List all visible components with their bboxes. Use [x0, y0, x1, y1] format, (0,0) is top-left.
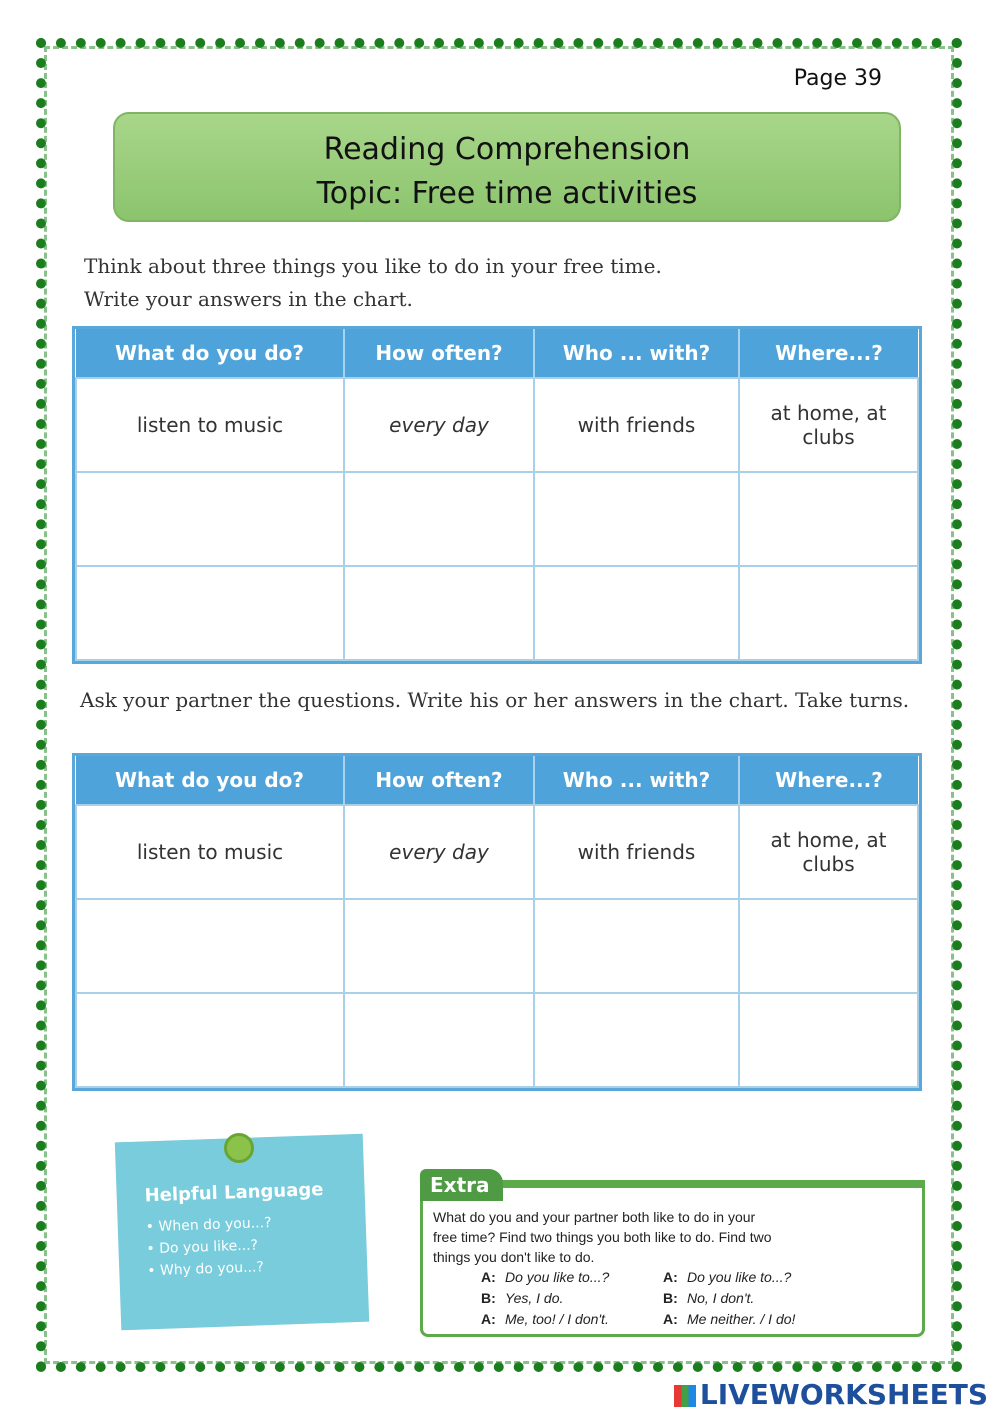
dialog-speaker: B:: [481, 1290, 496, 1306]
helpful-language-title: Helpful Language: [144, 1179, 324, 1207]
chart-example-row: [76, 378, 918, 472]
chart-header-cell: How often?: [344, 329, 534, 378]
instruction-second: Ask your partner the questions. Write his or her answers in the chart. Take turns.: [80, 688, 910, 712]
answer-cell[interactable]: [76, 899, 344, 993]
dialog-text: Do you like to...?: [687, 1269, 792, 1285]
helpful-language-item: • Why do you...?: [147, 1253, 368, 1283]
dialog-line: [663, 1288, 795, 1309]
answer-cell[interactable]: [534, 899, 739, 993]
answer-cell[interactable]: [344, 472, 534, 566]
page-number: Page 39: [793, 66, 882, 91]
dialog-speaker: A:: [481, 1269, 496, 1285]
liveworksheets-logo-icon: [674, 1385, 696, 1407]
title-line-1: Reading Comprehension: [323, 132, 691, 167]
chart-cell: with friends: [534, 805, 739, 899]
dialog-line: [481, 1267, 609, 1288]
helpful-language-item: • Do you like...?: [146, 1231, 367, 1261]
chart-answer-row: [76, 993, 918, 1087]
pushpin-icon: [224, 1133, 254, 1163]
answer-cell[interactable]: [344, 566, 534, 660]
chart-cell: listen to music: [76, 805, 344, 899]
helpful-language-item: • When do you...?: [145, 1209, 366, 1239]
answer-chart-1: [72, 326, 922, 664]
dialog-text: Me, too! / I don't.: [505, 1311, 609, 1327]
dialog-text: Me neither. / I do!: [687, 1311, 796, 1327]
extra-header-bar: [503, 1180, 925, 1188]
chart-header-cell: Where...?: [739, 756, 918, 805]
extra-dialog-left: [481, 1267, 609, 1330]
chart-cell: at home, at clubs: [739, 805, 918, 899]
dialog-line: [481, 1309, 609, 1330]
dialog-text: Yes, I do.: [505, 1290, 564, 1306]
chart-example-row: [76, 805, 918, 899]
answer-cell[interactable]: [739, 472, 918, 566]
extra-label: Extra: [420, 1169, 503, 1201]
chart-cell: every day: [344, 378, 534, 472]
chart-cell: every day: [344, 805, 534, 899]
chart-header-cell: Where...?: [739, 329, 918, 378]
chart-header-cell: What do you do?: [76, 756, 344, 805]
liveworksheets-brand: LIVEWORKSHEETS: [699, 1378, 988, 1411]
answer-cell[interactable]: [534, 472, 739, 566]
answer-cell[interactable]: [739, 993, 918, 1087]
dialog-speaker: B:: [663, 1290, 678, 1306]
chart-header-cell: Who ... with?: [534, 756, 739, 805]
dialog-line: [481, 1288, 609, 1309]
dialog-speaker: A:: [481, 1311, 496, 1327]
answer-cell[interactable]: [534, 993, 739, 1087]
answer-cell[interactable]: [344, 993, 534, 1087]
answer-cell[interactable]: [76, 472, 344, 566]
title-line-2: Topic: Free time activities: [316, 176, 698, 211]
dialog-text: Do you like to...?: [505, 1269, 610, 1285]
answer-cell[interactable]: [76, 566, 344, 660]
extra-text: What do you and your partner both like to do in your free time? Find two things you both like to do. Find two things you don't like to do.: [433, 1209, 772, 1265]
title-banner: [113, 112, 901, 222]
chart-header-cell: How often?: [344, 756, 534, 805]
chart-header-row: [76, 329, 918, 378]
liveworksheets-logo: [674, 1378, 988, 1411]
dialog-text: No, I don't.: [687, 1290, 755, 1306]
answer-cell[interactable]: [344, 899, 534, 993]
chart-cell: listen to music: [76, 378, 344, 472]
dialog-speaker: A:: [663, 1311, 678, 1327]
answer-cell[interactable]: [76, 993, 344, 1087]
chart-cell: at home, at clubs: [739, 378, 918, 472]
answer-cell[interactable]: [534, 566, 739, 660]
extra-box: [420, 1173, 925, 1337]
answer-cell[interactable]: [739, 899, 918, 993]
instruction-first-line1: Think about three things you like to do in your free time.: [84, 254, 662, 278]
answer-chart-2: [72, 753, 922, 1091]
chart-cell: with friends: [534, 378, 739, 472]
instruction-first-line2: Write your answers in the chart.: [84, 287, 413, 311]
chart-answer-row: [76, 472, 918, 566]
chart-header-cell: What do you do?: [76, 329, 344, 378]
chart-header-cell: Who ... with?: [534, 329, 739, 378]
chart-header-row: [76, 756, 918, 805]
dialog-line: [663, 1267, 795, 1288]
dialog-speaker: A:: [663, 1269, 678, 1285]
chart-answer-row: [76, 566, 918, 660]
helpful-language-note: [115, 1134, 369, 1331]
extra-dialog-right: [663, 1267, 795, 1330]
helpful-language-list: [145, 1209, 367, 1283]
chart-answer-row: [76, 899, 918, 993]
dialog-line: [663, 1309, 795, 1330]
answer-cell[interactable]: [739, 566, 918, 660]
